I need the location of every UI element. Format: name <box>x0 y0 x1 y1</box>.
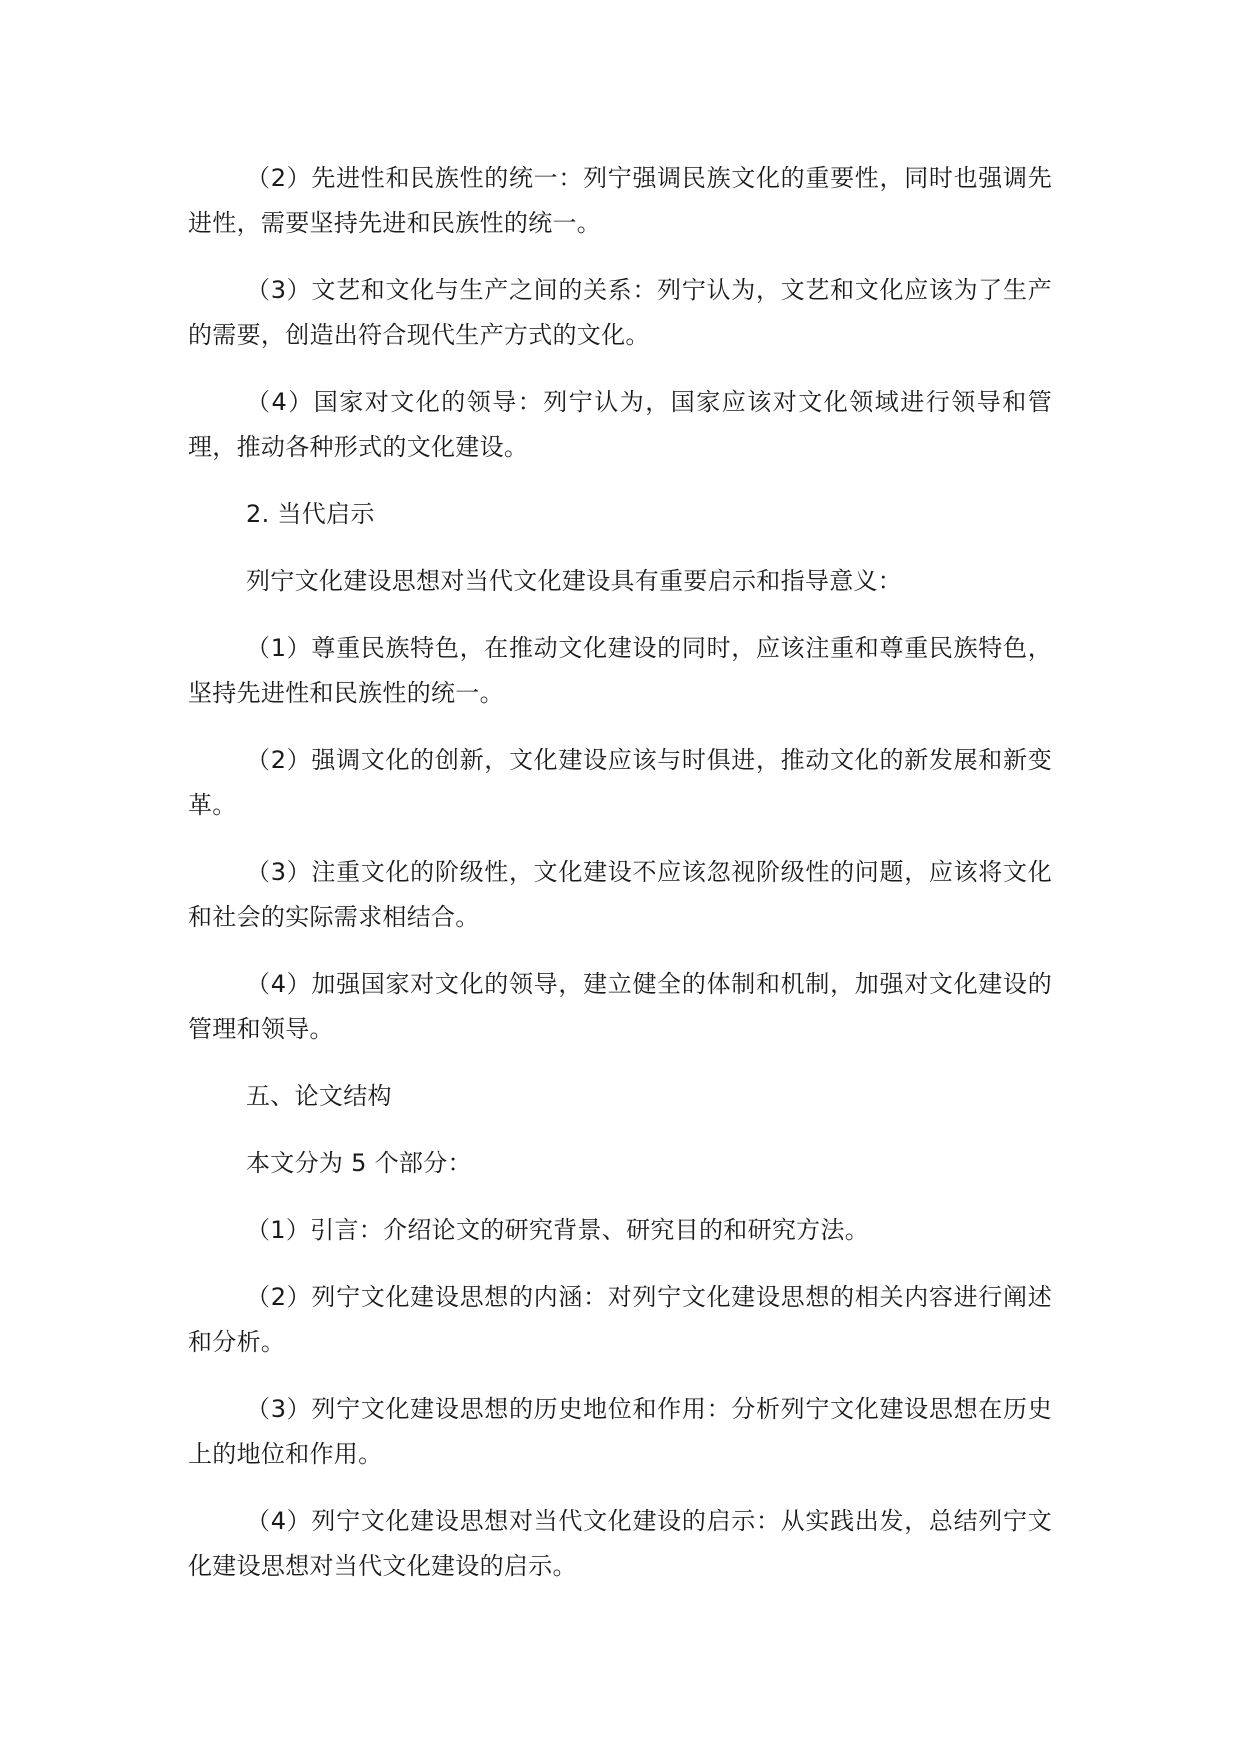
section-heading-structure: 五、论文结构 <box>246 1082 392 1110</box>
paragraph-principle-2: （2）先进性和民族性的统一：列宁强调民族文化的重要性，同时也强调先进性，需要坚持先进和民族性的统一。 <box>188 164 1052 237</box>
paragraph-structure-3: （3）列宁文化建设思想的历史地位和作用：分析列宁文化建设思想在历史上的地位和作用。 <box>188 1395 1052 1468</box>
paragraph-insight-3: （3）注重文化的阶级性，文化建设不应该忽视阶级性的问题，应该将文化和社会的实际需求相结合。 <box>188 858 1052 931</box>
paragraph-principle-3: （3）文艺和文化与生产之间的关系：列宁认为，文艺和文化应该为了生产的需要，创造出符合现代生产方式的文化。 <box>188 276 1052 349</box>
paragraph-structure-2: （2）列宁文化建设思想的内涵：对列宁文化建设思想的相关内容进行阐述和分析。 <box>188 1283 1052 1356</box>
paragraph-structure-4: （4）列宁文化建设思想对当代文化建设的启示：从实践出发，总结列宁文化建设思想对当代文化建设的启示。 <box>188 1507 1052 1580</box>
paragraph-structure-intro: 本文分为 5 个部分： <box>246 1149 472 1177</box>
paragraph-insight-4: （4）加强国家对文化的领导，建立健全的体制和机制，加强对文化建设的管理和领导。 <box>188 970 1052 1043</box>
paragraph-intro-contemporary: 列宁文化建设思想对当代文化建设具有重要启示和指导意义： <box>246 567 903 595</box>
paragraph-insight-2: （2）强调文化的创新，文化建设应该与时俱进，推动文化的新发展和新变革。 <box>188 746 1052 819</box>
paragraph-principle-4: （4）国家对文化的领导：列宁认为，国家应该对文化领域进行领导和管理，推动各种形式的文化建设。 <box>188 388 1052 461</box>
paragraph-structure-1: （1）引言：介绍论文的研究背景、研究目的和研究方法。 <box>246 1216 870 1244</box>
paragraph-insight-1: （1）尊重民族特色，在推动文化建设的同时，应该注重和尊重民族特色，坚持先进性和民族性的统一。 <box>188 634 1052 707</box>
section-heading-contemporary: 2. 当代启示 <box>246 500 375 528</box>
document-page <box>188 156 1052 1611</box>
